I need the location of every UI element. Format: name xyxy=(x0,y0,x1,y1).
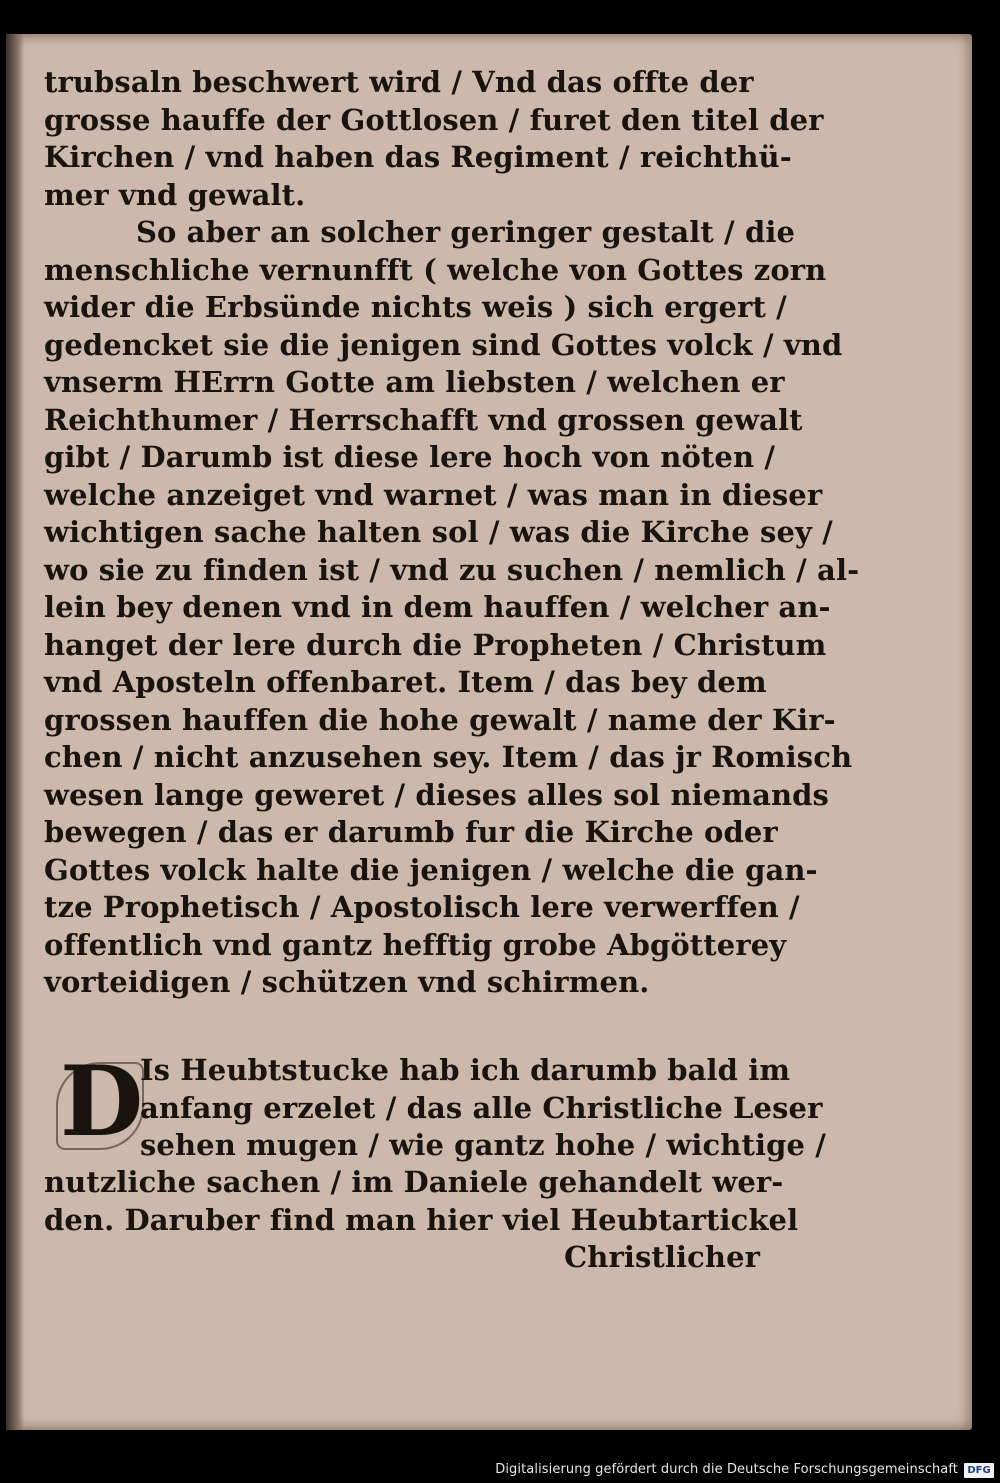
text-line: Is Heubtstucke hab ich darumb bald im xyxy=(140,1053,791,1087)
text-line: wider die Erbsünde nichts weis ) sich ergert / xyxy=(44,290,787,324)
funding-credit: Digitalisierung gefördert durch die Deutsche Forschungsgemeinschaft xyxy=(495,1462,958,1477)
page-gutter-shadow xyxy=(6,34,24,1430)
text-line: hanget der lere durch die Propheten / Christum xyxy=(44,627,827,662)
text-line: nutzliche sachen / im Daniele gehandelt wer- xyxy=(44,1165,784,1199)
footer-bar xyxy=(0,1453,1000,1483)
text-line: grossen hauffen die hohe gewalt / name der Kir- xyxy=(44,702,836,737)
text-line: bewegen / das er darumb fur die Kirche oder xyxy=(44,815,778,849)
text-line: wesen lange geweret / dieses alles sol niemands xyxy=(44,777,829,812)
text-line: offentlich vnd gantz hefftig grobe Abgötterey xyxy=(44,927,787,962)
text-line: vnd Aposteln offenbaret. Item / das bey dem xyxy=(44,665,767,699)
text-line: wichtigen sache halten sol / was die Kirche sey / xyxy=(44,515,833,549)
text-line: chen / nicht anzusehen sey. Item / das jr Romisch xyxy=(44,740,853,774)
text-line: vorteidigen / schützen vnd schirmen. xyxy=(44,965,650,999)
text-line: menschliche vernunfft ( welche von Gottes zorn xyxy=(44,252,827,287)
dfg-logo-icon: DFG xyxy=(964,1463,994,1478)
text-line: Gottes volck halte die jenigen / welche die gan- xyxy=(44,852,818,887)
decorated-initial-letter: D xyxy=(60,1045,144,1158)
text-line: gibt / Darumb ist diese lere hoch von nöten / xyxy=(44,440,776,474)
text-line: trubsaln beschwert wird / Vnd das offte der xyxy=(44,65,754,99)
text-line: wo sie zu finden ist / vnd zu suchen / nemlich / al- xyxy=(44,552,860,587)
drop-initial-group xyxy=(44,1045,826,1164)
text-line: den. Daruber find man hier viel Heubtartickel xyxy=(44,1202,799,1237)
text-line: sehen mugen / wie gantz hohe / wichtige / xyxy=(140,1128,826,1162)
text-line-paragraph-start: So aber an solcher geringer gestalt / die xyxy=(136,215,795,249)
text-line: lein bey denen vnd in dem hauffen / welcher an- xyxy=(44,590,831,624)
text-line: welche anzeiget vnd warnet / was man in dieser xyxy=(44,477,823,512)
text-line: grosse hauffe der Gottlosen / furet den titel der xyxy=(44,102,824,137)
section-two-block xyxy=(44,1045,826,1277)
text-line: mer vnd gewalt. xyxy=(44,177,306,212)
text-line: tze Prophetisch / Apostolisch lere verwerffen / xyxy=(44,890,800,924)
text-line: Reichthumer / Herrschafft vnd grossen gewalt xyxy=(44,402,803,437)
text-line: vnserm HErrn Gotte am liebsten / welchen er xyxy=(44,365,785,399)
text-line: gedencket sie die jenigen sind Gottes volck / vnd xyxy=(44,327,843,362)
text-line: Kirchen / vnd haben das Regiment / reichthü- xyxy=(44,140,792,174)
initial-adjacent-lines xyxy=(140,1052,826,1165)
catchword: Christlicher xyxy=(564,1240,760,1274)
text-line: anfang erzelet / das alle Christliche Leser xyxy=(140,1090,823,1125)
main-text-block xyxy=(44,64,860,1002)
